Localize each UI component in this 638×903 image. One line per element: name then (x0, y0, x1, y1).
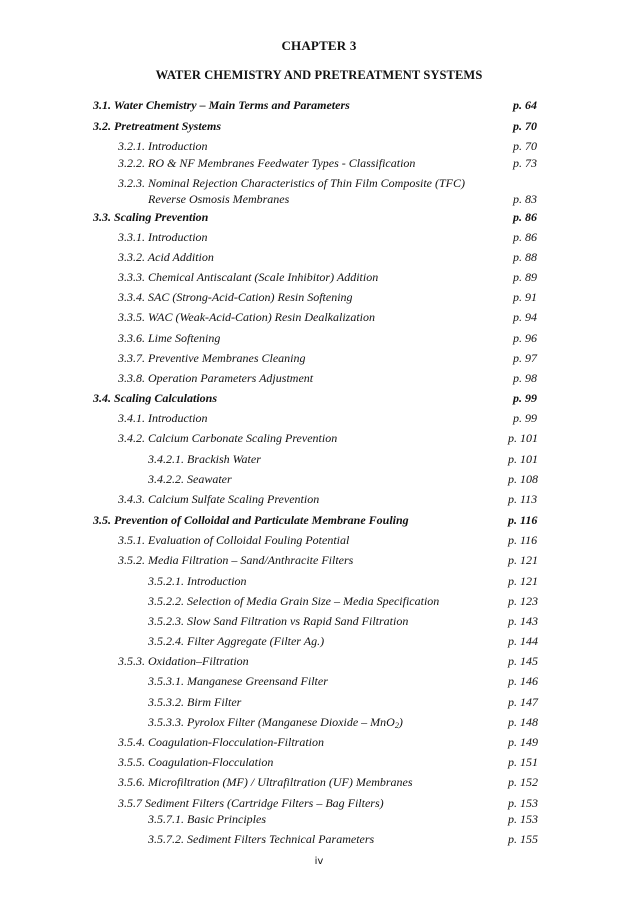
toc-entry-page: p. 86 (513, 230, 537, 244)
toc-entry[interactable] (118, 553, 540, 567)
toc-entry-title: 3.4. Scaling Calculations (93, 391, 218, 405)
toc-entry-page: p. 153 (508, 812, 538, 826)
toc-entry[interactable] (118, 351, 540, 365)
toc-entry[interactable] (118, 270, 540, 284)
toc-entry-title: 3.5.6. Microfiltration (MF) / Ultrafiltration (UF) Membranes (118, 775, 413, 789)
toc-entry-title: 3.3.7. Preventive Membranes Cleaning (118, 351, 306, 365)
toc-entry[interactable] (118, 230, 540, 244)
toc-entry[interactable] (93, 513, 540, 527)
toc-entry-title: 3.5.7.1. Basic Principles (148, 812, 266, 826)
toc-entry-title: 3.5.2.4. Filter Aggregate (Filter Ag.) (148, 634, 325, 648)
toc-entry-page: p. 98 (513, 371, 537, 385)
toc-entry-title: 3.4.3. Calcium Sulfate Scaling Prevention (118, 492, 320, 506)
toc-entry[interactable] (118, 411, 540, 425)
page-number: iv (314, 856, 324, 867)
toc-entry-title: 3.3.2. Acid Addition (118, 250, 214, 264)
toc-entry[interactable] (118, 735, 540, 749)
toc-entry-page: p. 148 (508, 715, 538, 729)
toc-entry[interactable] (148, 832, 540, 846)
toc-entry-title: 3.3.5. WAC (Weak-Acid-Cation) Resin Dealkalization (118, 310, 376, 324)
toc-entry-title: 3.2. Pretreatment Systems (93, 119, 221, 133)
toc-entry-page: p. 97 (513, 351, 537, 365)
toc-entry-page: p. 99 (513, 411, 537, 425)
toc-entry[interactable] (93, 391, 540, 405)
toc-entry[interactable] (118, 431, 540, 445)
toc-entry-title-continued: Reverse Osmosis Membranes (148, 192, 290, 206)
toc-entry-title: 3.5.3.3. Pyrolox Filter (Manganese Dioxide – MnO$_2$) (148, 715, 403, 730)
toc-entry-title: 3.3. Scaling Prevention (93, 210, 209, 224)
toc-entry-title-tail: ) (398, 715, 403, 729)
toc-entry[interactable] (118, 371, 540, 385)
toc-entry-title: 3.2.1. Introduction (118, 139, 208, 153)
toc-entry[interactable] (148, 634, 540, 648)
toc-entry-title: 3.2.3. Nominal Rejection Characteristics of Thin Film Composite (TFC) (118, 176, 465, 190)
toc-entry[interactable] (118, 533, 540, 547)
toc-entry[interactable] (93, 119, 540, 133)
toc-entry[interactable] (118, 331, 540, 345)
toc-entry[interactable] (148, 715, 540, 729)
toc-entry-page: p. 70 (513, 139, 537, 153)
toc-entry[interactable] (148, 452, 540, 466)
toc-entry-page: p. 88 (513, 250, 537, 264)
toc-entry[interactable] (148, 614, 540, 628)
toc-entry[interactable] (148, 574, 540, 588)
toc-entry[interactable] (118, 250, 540, 264)
toc-entry[interactable] (148, 812, 540, 826)
toc-entry-title: 3.5.4. Coagulation-Flocculation-Filtration (118, 735, 324, 749)
toc-entry-page: p. 86 (513, 210, 537, 224)
toc-entry[interactable] (118, 796, 540, 810)
toc-entry[interactable] (118, 492, 540, 506)
toc-entry-page: p. 94 (513, 310, 537, 324)
toc-entry-title: 3.2.2. RO & NF Membranes Feedwater Types - Classification (118, 156, 416, 170)
toc-entry-page: p. 153 (508, 796, 538, 810)
toc-entry-page: p. 121 (508, 553, 538, 567)
toc-entry-page: p. 108 (508, 472, 538, 486)
toc-entry[interactable] (148, 472, 540, 486)
toc-entry[interactable] (118, 290, 540, 304)
toc-entry-page: p. 83 (513, 192, 537, 206)
toc-entry-title: 3.5.3. Oxidation–Filtration (118, 654, 249, 668)
toc-entry-page: p. 73 (513, 156, 537, 170)
toc-entry-page: p. 151 (508, 755, 538, 769)
toc-entry-title: 3.5.2.3. Slow Sand Filtration vs Rapid Sand Filtration (148, 614, 409, 628)
toc-entry-page: p. 101 (508, 452, 538, 466)
toc-entry-title: 3.5.2. Media Filtration – Sand/Anthracite Filters (118, 553, 354, 567)
toc-entry-page: p. 116 (508, 513, 538, 527)
toc-entry-title: 3.5.1. Evaluation of Colloidal Fouling Potential (118, 533, 350, 547)
toc-entry[interactable] (118, 176, 540, 208)
toc-entry-page: p. 91 (513, 290, 537, 304)
toc-entry-page: p. 155 (508, 832, 538, 846)
toc-entry-page: p. 143 (508, 614, 538, 628)
toc-entry-page: p. 89 (513, 270, 537, 284)
toc-entry-page: p. 123 (508, 594, 538, 608)
toc-entry-title: 3.3.4. SAC (Strong-Acid-Cation) Resin Softening (118, 290, 353, 304)
toc-entry[interactable] (118, 310, 540, 324)
toc-entry-page: p. 152 (508, 775, 538, 789)
toc-entry[interactable] (148, 594, 540, 608)
toc-entry-title: 3.5.7.2. Sediment Filters Technical Parameters (148, 832, 375, 846)
toc-entry[interactable] (93, 98, 540, 112)
toc-entry[interactable] (118, 139, 540, 153)
toc-entry[interactable] (118, 775, 540, 789)
toc-entry-page: p. 101 (508, 431, 538, 445)
toc-entry-title: 3.5.2.1. Introduction (148, 574, 247, 588)
toc-entry[interactable] (148, 695, 540, 709)
toc-entry-title: 3.5.3.1. Manganese Greensand Filter (148, 674, 328, 688)
toc-entry-title: 3.5.7 Sediment Filters (Cartridge Filters – Bag Filters) (118, 796, 384, 810)
toc-entry-title: 3.5.3.2. Birm Filter (148, 695, 242, 709)
toc-entry-page: p. 113 (508, 492, 538, 506)
toc-entry-page: p. 64 (513, 98, 537, 112)
toc-entry[interactable] (93, 210, 540, 224)
toc-entry[interactable] (148, 674, 540, 688)
toc-entry-title: 3.3.6. Lime Softening (118, 331, 221, 345)
toc-entry-page: p. 121 (508, 574, 538, 588)
toc-entry-page: p. 96 (513, 331, 537, 345)
toc-entry-title: 3.1. Water Chemistry – Main Terms and Parameters (93, 98, 350, 112)
toc-entry-page: p. 70 (513, 119, 537, 133)
chapter-title: WATER CHEMISTRY AND PRETREATMENT SYSTEMS (155, 68, 483, 82)
toc-entry[interactable] (118, 654, 540, 668)
toc-entry-page: p. 144 (508, 634, 538, 648)
toc-entry-subscript: 2 (394, 721, 399, 730)
toc-entry-title: 3.4.2.2. Seawater (148, 472, 232, 486)
toc-entry[interactable] (118, 755, 540, 769)
toc-entry-page: p. 116 (508, 533, 538, 547)
toc-entry-page: p. 147 (508, 695, 538, 709)
toc-entry-title: 3.5.5. Coagulation-Flocculation (118, 755, 274, 769)
toc-entry-title: 3.5. Prevention of Colloidal and Particulate Membrane Fouling (93, 513, 409, 527)
toc-entry-title: 3.4.2.1. Brackish Water (148, 452, 261, 466)
toc-entry-title: 3.3.3. Chemical Antiscalant (Scale Inhibitor) Addition (118, 270, 379, 284)
toc-entry-title: 3.5.2.2. Selection of Media Grain Size – Media Specification (148, 594, 440, 608)
chapter-heading: CHAPTER 3 (281, 38, 357, 53)
toc-entry-title: 3.4.1. Introduction (118, 411, 208, 425)
toc-entry-page: p. 99 (513, 391, 537, 405)
toc-entry-title: 3.3.8. Operation Parameters Adjustment (118, 371, 314, 385)
toc-entry-title: 3.3.1. Introduction (118, 230, 208, 244)
toc-entry[interactable] (118, 156, 540, 170)
toc-entry-page: p. 145 (508, 654, 538, 668)
toc-entry-page: p. 146 (508, 674, 538, 688)
toc-entry-title: 3.4.2. Calcium Carbonate Scaling Prevention (118, 431, 338, 445)
toc-entry-page: p. 149 (508, 735, 538, 749)
